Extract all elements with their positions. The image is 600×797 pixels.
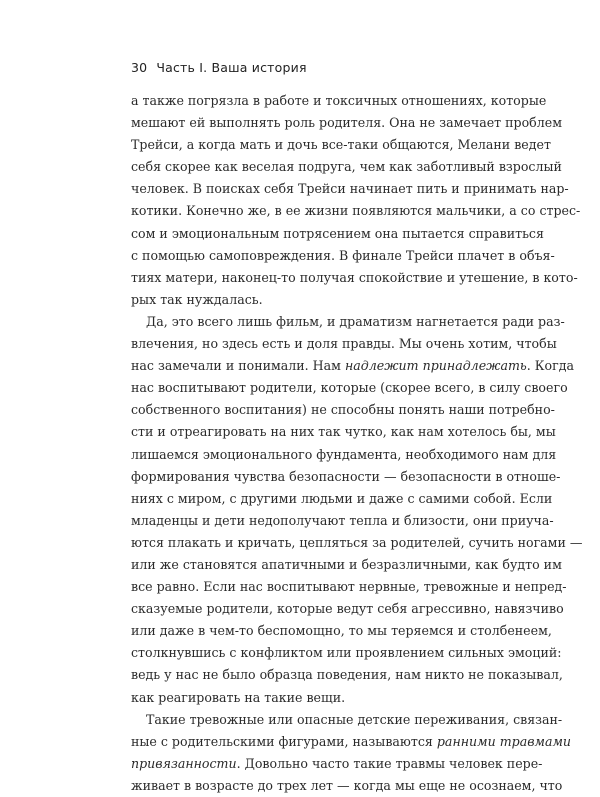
text-line: сом и эмоциональным потрясением она пытается справиться bbox=[131, 225, 544, 241]
text-line: или же становятся апатичными и безразличными, как будто им bbox=[131, 556, 562, 572]
text-line: себя скорее как веселая подруга, чем как заботливый взрослый bbox=[131, 159, 562, 175]
text-line: человек. В поисках себя Трейси начинает пить и принимать нар- bbox=[131, 181, 569, 197]
text-line: рых так нуждалась. bbox=[131, 291, 263, 307]
text-line: лишаемся эмоционального фундамента, необходимого нам для bbox=[131, 446, 557, 462]
text-line: столкнувшись с конфликтом или проявлением сильных эмоций: bbox=[131, 645, 562, 661]
text-line: все равно. Если нас воспитывают нервные, тревожные и непред- bbox=[131, 579, 567, 595]
text-line: с помощью самоповреждения. В финале Трейси плачет в объя- bbox=[131, 247, 555, 263]
text-line: котики. Конечно же, в ее жизни появляются мальчики, а со стрес- bbox=[131, 203, 581, 219]
text-line: ные с родительскими фигурами, называются ранними травмами bbox=[131, 733, 572, 749]
text-line: привязанности. Довольно часто такие травмы человек пере- bbox=[131, 755, 543, 771]
text-line: или даже в чем-то беспомощно, то мы теряемся и столбенеем, bbox=[131, 623, 552, 639]
emphasis: ранними травмами bbox=[436, 733, 572, 749]
text-line: нас замечали и понимали. Нам надлежит принадлежать. Когда bbox=[131, 358, 574, 374]
text-line: Такие тревожные или опасные детские переживания, связан- bbox=[146, 711, 563, 727]
text-line: живает в возрасте до трех лет — когда мы еще не осознаем, что bbox=[131, 777, 563, 793]
text-line: ниях с миром, с другими людьми и даже с самими собой. Если bbox=[131, 490, 553, 506]
page-number: 30 bbox=[131, 60, 148, 75]
emphasis: надлежит принадлежать bbox=[344, 358, 527, 374]
running-head bbox=[131, 60, 307, 75]
text-line: ведь у нас не было образца поведения, нам никто не показывал, bbox=[131, 667, 563, 683]
text-line: ются плакать и кричать, цепляться за родителей, сучить ногами — bbox=[131, 534, 583, 550]
text-line: нас воспитывают родители, которые (скорее всего, в силу своего bbox=[131, 380, 568, 396]
text-line: как реагировать на такие вещи. bbox=[131, 689, 346, 705]
text-line: сти и отреагировать на них так чутко, как нам хотелось бы, мы bbox=[131, 424, 556, 440]
text-line: а также погрязла в работе и токсичных отношениях, которые bbox=[131, 93, 547, 108]
text-line: мешают ей выполнять роль родителя. Она не замечает проблем bbox=[131, 115, 563, 131]
text-line: Трейси, а когда мать и дочь все-таки общаются, Мелани ведет bbox=[131, 137, 551, 153]
text-line: сказуемые родители, которые ведут себя агрессивно, навязчиво bbox=[131, 601, 564, 617]
body-text bbox=[131, 90, 583, 797]
text-line: тиях матери, наконец-то получая спокойствие и утешение, в кото- bbox=[131, 269, 578, 285]
emphasis: привязанности bbox=[131, 755, 237, 771]
text-line: формирования чувства безопасности — безопасности в отноше- bbox=[131, 468, 561, 484]
text-line: влечения, но здесь есть и доля правды. Мы очень хотим, чтобы bbox=[131, 336, 557, 352]
text-line: Да, это всего лишь фильм, и драматизм нагнетается ради раз- bbox=[146, 313, 565, 329]
text-line: собственного воспитания) не способны понять наши потребно- bbox=[131, 402, 555, 418]
running-title: Часть I. Ваша история bbox=[156, 60, 307, 75]
text-line: младенцы и дети недополучают тепла и близости, они приуча- bbox=[131, 512, 554, 528]
